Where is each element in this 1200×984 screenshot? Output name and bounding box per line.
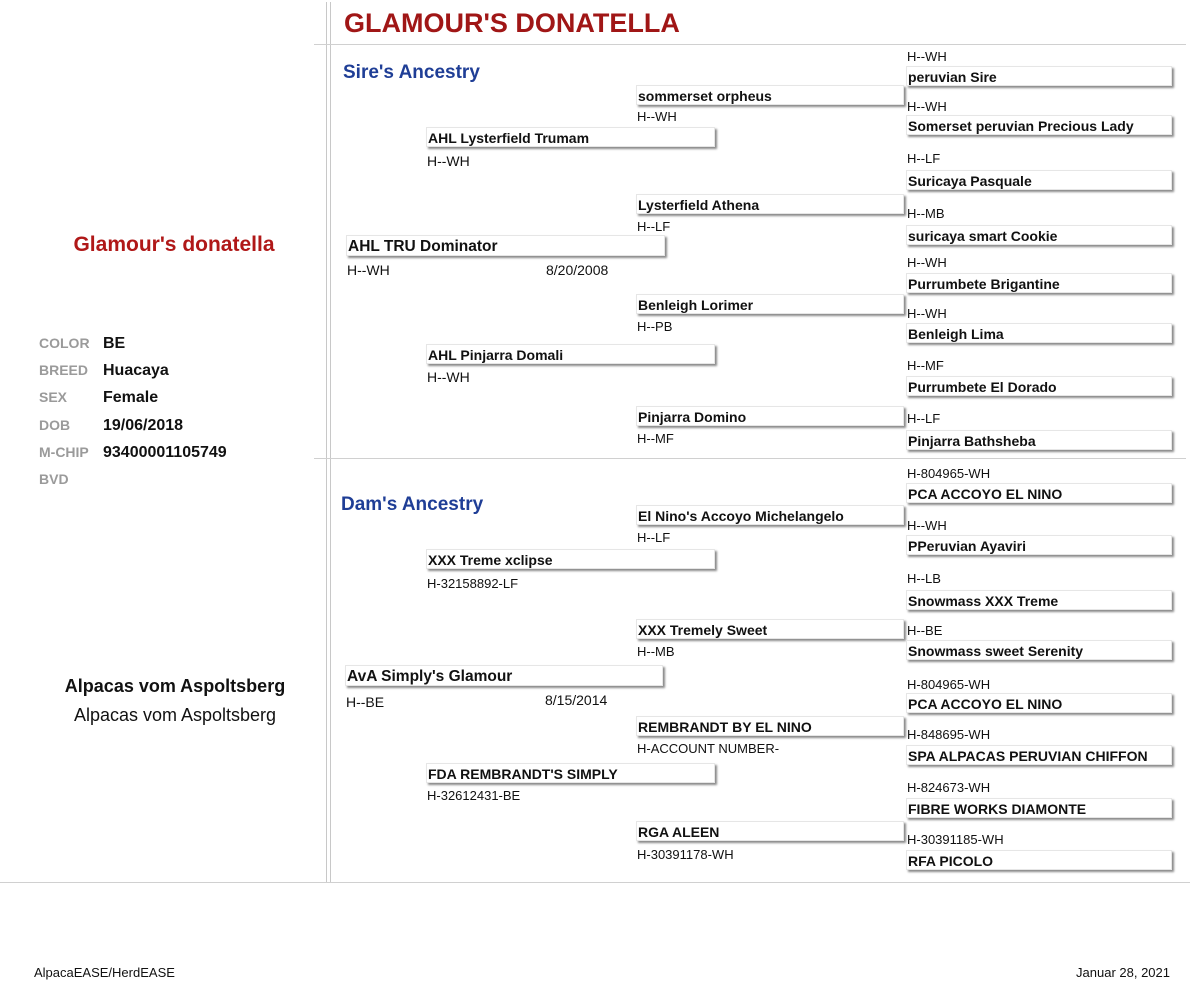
frame-divider-left [326, 2, 327, 882]
sire-ggp1-reg: H--WH [637, 109, 677, 124]
attr-color-label: COLOR [39, 335, 90, 351]
attr-dob-label: DOB [39, 417, 71, 433]
sire-gp1-box: AHL Lysterfield Trumam [426, 127, 715, 147]
sire-gggp1-reg: H--WH [907, 49, 947, 64]
attr-mchip-label: M-CHIP [39, 444, 89, 460]
dam-gggp4-reg: H--BE [907, 623, 943, 638]
attr-breed-label: BREED [39, 362, 89, 378]
sire-parent-date: 8/20/2008 [546, 262, 609, 278]
sire-gggp2-box: Somerset peruvian Precious Lady [906, 115, 1172, 135]
dam-ggp2-box: XXX Tremely Sweet [636, 619, 904, 639]
attr-color-value: BE [103, 335, 126, 352]
animal-name: Glamour's donatella [73, 233, 275, 256]
sire-gggp8-box: Pinjarra Bathsheba [906, 430, 1172, 450]
sire-gggp7-reg: H--MF [907, 358, 944, 373]
sire-gp1-reg: H--WH [427, 153, 470, 169]
dam-parent-box: AvA Simply's Glamour [345, 665, 663, 686]
dam-gggp3-reg: H--LB [907, 571, 941, 586]
sire-gggp4-box: suricaya smart Cookie [906, 225, 1172, 245]
dam-ggp4-box: RGA ALEEN [636, 821, 904, 841]
dam-ggp2-reg: H--MB [637, 644, 675, 659]
farm-name: Alpacas vom Aspoltsberg [73, 705, 277, 725]
sire-gggp8-reg: H--LF [907, 411, 941, 426]
dam-ggp3-box: REMBRANDT BY EL NINO [636, 716, 904, 736]
sire-ggp2-box: Lysterfield Athena [636, 194, 904, 214]
dam-gggp7-box: FIBRE WORKS DIAMONTE [906, 798, 1172, 818]
dam-gp1-box: XXX Treme xclipse [426, 549, 715, 569]
dam-gggp5-reg: H-804965-WH [907, 677, 991, 692]
page-title: GLAMOUR'S DONATELLA [344, 8, 680, 38]
sire-gggp1-box: peruvian Sire [906, 66, 1172, 86]
farm-name-bold: Alpacas vom Aspoltsberg [64, 676, 286, 696]
dam-gggp6-reg: H-848695-WH [907, 727, 991, 742]
dam-gp2-box: FDA REMBRANDT'S SIMPLY [426, 763, 715, 783]
frame-divider-right [330, 2, 331, 882]
dam-gggp2-box: PPeruvian Ayaviri [906, 535, 1172, 555]
dam-gggp8-reg: H-30391185-WH [907, 832, 1004, 847]
dam-gggp4-box: Snowmass sweet Serenity [906, 640, 1172, 660]
sire-ggp3-reg: H--PB [637, 319, 673, 334]
dam-parent-reg: H--BE [346, 694, 385, 710]
sire-gp2-reg: H--WH [427, 369, 470, 385]
attr-sex-label: SEX [39, 389, 68, 405]
sire-gggp3-reg: H--LF [907, 151, 941, 166]
sire-section-heading: Sire's Ancestry [343, 62, 480, 83]
sire-gggp4-reg: H--MB [907, 206, 945, 221]
sire-ggp2-reg: H--LF [637, 219, 671, 234]
sire-gggp2-reg: H--WH [907, 99, 947, 114]
footer-software: AlpacaEASE/HerdEASE [34, 965, 175, 980]
dam-gggp3-box: Snowmass XXX Treme [906, 590, 1172, 610]
bottom-rule [0, 882, 1190, 883]
dam-ggp1-box: El Nino's Accoyo Michelangelo [636, 505, 904, 525]
footer-date: Januar 28, 2021 [1076, 965, 1170, 980]
attr-dob-value: 19/06/2018 [103, 417, 184, 434]
dam-gggp8-box: RFA PICOLO [906, 850, 1172, 870]
attr-bvd-label: BVD [39, 471, 69, 487]
attr-breed-value: Huacaya [103, 362, 169, 379]
dam-gp2-reg: H-32612431-BE [427, 788, 521, 803]
sire-gggp5-box: Purrumbete Brigantine [906, 273, 1172, 293]
dam-gggp1-reg: H-804965-WH [907, 466, 991, 481]
sire-gggp5-reg: H--WH [907, 255, 947, 270]
dam-parent-date: 8/15/2014 [545, 692, 608, 708]
sire-ggp4-box: Pinjarra Domino [636, 406, 904, 426]
dam-gggp2-reg: H--WH [907, 518, 947, 533]
dam-ggp3-reg: H-ACCOUNT NUMBER- [637, 741, 780, 756]
dam-gggp5-box: PCA ACCOYO EL NINO [906, 693, 1172, 713]
attr-sex-value: Female [103, 389, 159, 406]
sire-gggp3-box: Suricaya Pasquale [906, 170, 1172, 190]
sire-parent-reg: H--WH [347, 262, 390, 278]
sire-ggp3-box: Benleigh Lorimer [636, 294, 904, 314]
sire-ggp1-box: sommerset orpheus [636, 85, 904, 105]
sire-gp2-box: AHL Pinjarra Domali [426, 344, 715, 364]
dam-ggp1-reg: H--LF [637, 530, 671, 545]
dam-section-heading: Dam's Ancestry [341, 494, 484, 515]
dam-gggp7-reg: H-824673-WH [907, 780, 991, 795]
sire-parent-box: AHL TRU Dominator [346, 235, 665, 256]
sire-gggp6-reg: H--WH [907, 306, 947, 321]
dam-gggp6-box: SPA ALPACAS PERUVIAN CHIFFON [906, 745, 1172, 765]
dam-ggp4-reg: H-30391178-WH [637, 847, 734, 862]
dam-gggp1-box: PCA ACCOYO EL NINO [906, 483, 1172, 503]
section-divider [314, 458, 1186, 459]
sire-gggp7-box: Purrumbete El Dorado [906, 376, 1172, 396]
title-underline [314, 44, 1186, 45]
attr-mchip-value: 93400001105749 [103, 444, 227, 461]
sire-gggp6-box: Benleigh Lima [906, 323, 1172, 343]
dam-gp1-reg: H-32158892-LF [427, 576, 519, 591]
sire-ggp4-reg: H--MF [637, 431, 674, 446]
